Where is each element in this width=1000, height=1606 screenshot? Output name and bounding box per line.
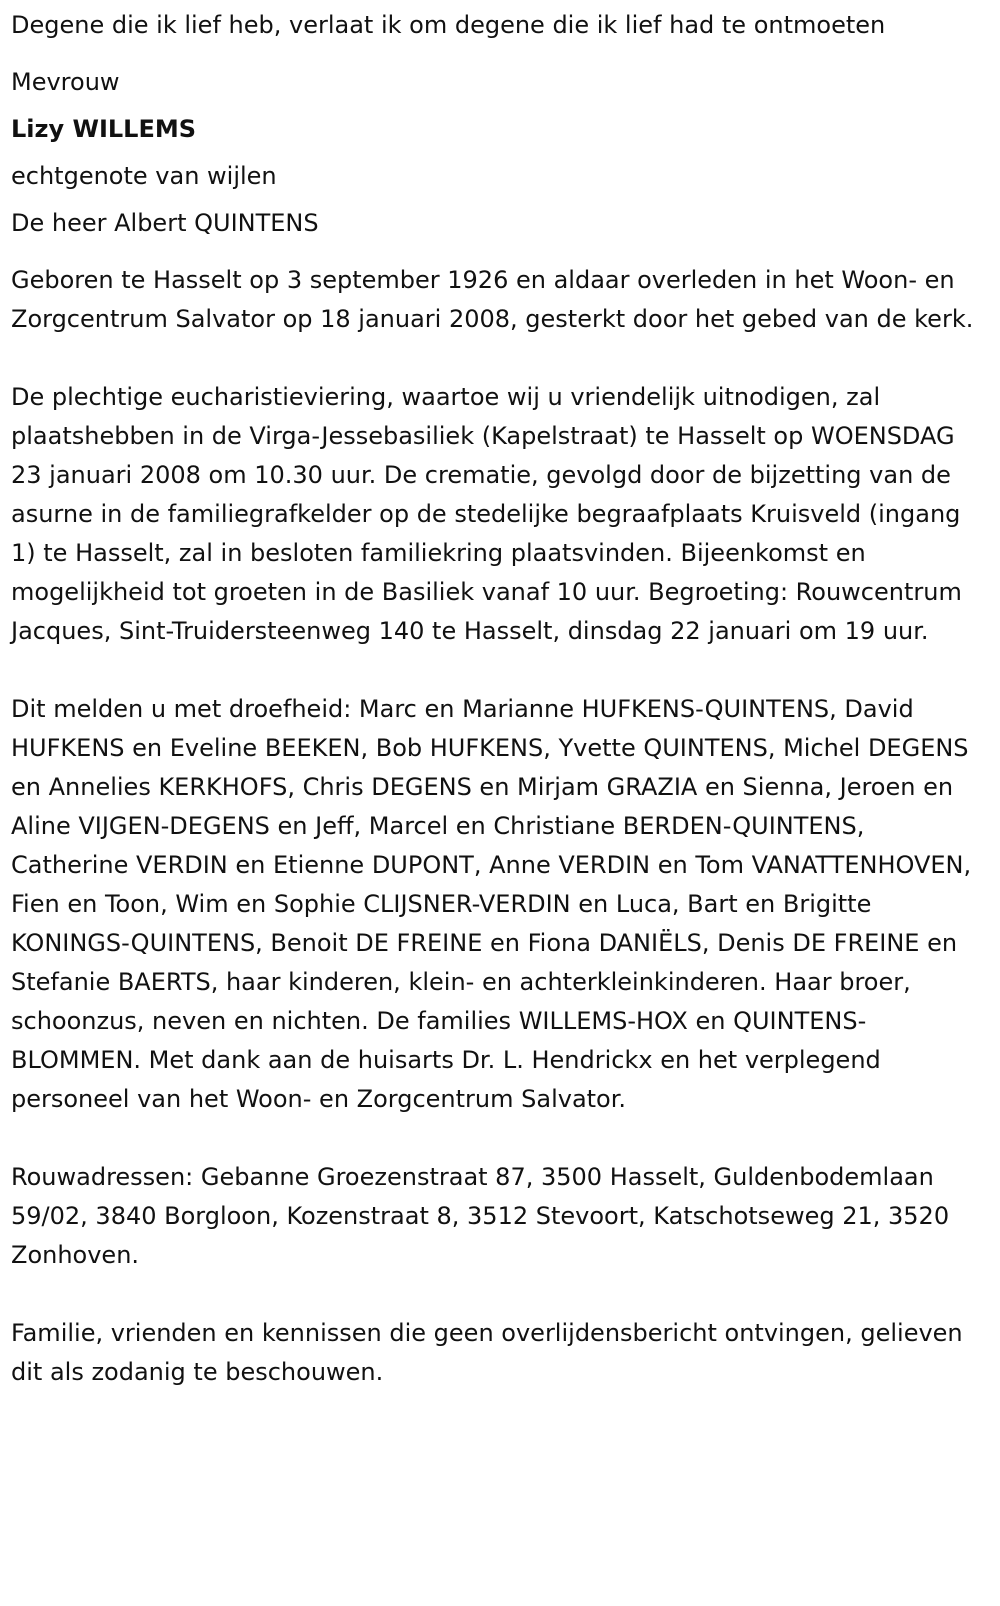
paragraph-gap xyxy=(11,651,986,690)
deceased-block xyxy=(11,59,986,247)
obituary-document xyxy=(11,6,986,1392)
salutation: Mevrouw xyxy=(11,68,120,96)
spouse-name: De heer Albert QUINTENS xyxy=(11,209,319,237)
family-paragraph: Dit melden u met droefheid: Marc en Marianne HUFKENS-QUINTENS, David HUFKENS en Eveline BEEKEN, Bob HUFKENS, Yvette QUINTENS, Michel DEGENS en Annelies KERKHOFS, Chris DEGENS en Mirjam GRAZIA en Sienna, Jeroen en Aline VIJGEN-DEGENS en Jeff, Marcel en Christiane BERDEN-QUINTENS, Catherine VERDIN en Etienne DUPONT, Anne VERDIN en Tom VANATTENHOVEN, Fien en Toon, Wim en Sophie CLIJSNER-VERDIN en Luca, Bart en Brigitte KONINGS-QUINTENS, Benoit DE FREINE en Fiona DANIËLS, Denis DE FREINE en Stefanie BAERTS, haar kinderen, klein- en achterkleinkinderen. Haar broer, schoonzus, neven en nichten. De families WILLEMS-HOX en QUINTENS-BLOMMEN. Met dank aan de huisarts Dr. L. Hendrickx en het verplegend personeel van het Woon- en Zorgcentrum Salvator. xyxy=(11,695,972,1113)
paragraph-gap xyxy=(11,339,986,378)
opening-quote: Degene die ik lief heb, verlaat ik om degene die ik lief had te ontmoeten xyxy=(11,11,886,39)
relation-text: echtgenote van wijlen xyxy=(11,162,277,190)
ceremony-paragraph: De plechtige eucharistieviering, waartoe wij u vriendelijk uitnodigen, zal plaatshebben in de Virga-Jessebasiliek (Kapelstraat) te Hasselt op WOENSDAG 23 januari 2008 om 10.30 uur. De crematie, gevolgd door de bijzetting van de asurne in de familiegrafkelder op de stedelijke begraafplaats Kruisveld (ingang 1) te Hasselt, zal in besloten familiekring plaatsvinden. Bijeenkomst en mogelijkheid tot groeten in de Basiliek vanaf 10 uur. Begroeting: Rouwcentrum Jacques, Sint-Truidersteenweg 140 te Hasselt, dinsdag 22 januari om 19 uur. xyxy=(11,383,962,645)
birth-death-paragraph: Geboren te Hasselt op 3 september 1926 en aldaar overleden in het Woon- en Zorgcentrum Salvator op 18 januari 2008, gesterkt door het gebed van de kerk. xyxy=(11,266,974,333)
paragraph-gap xyxy=(11,1119,986,1158)
paragraph-gap xyxy=(11,1275,986,1314)
closing-paragraph: Familie, vrienden en kennissen die geen overlijdensbericht ontvingen, gelieven dit als zodanig te beschouwen. xyxy=(11,1319,963,1386)
deceased-name: Lizy WILLEMS xyxy=(11,115,197,143)
addresses-paragraph: Rouwadressen: Gebanne Groezenstraat 87, 3500 Hasselt, Guldenbodemlaan 59/02, 3840 Borgloon, Kozenstraat 8, 3512 Stevoort, Katschotseweg 21, 3520 Zonhoven. xyxy=(11,1163,950,1269)
